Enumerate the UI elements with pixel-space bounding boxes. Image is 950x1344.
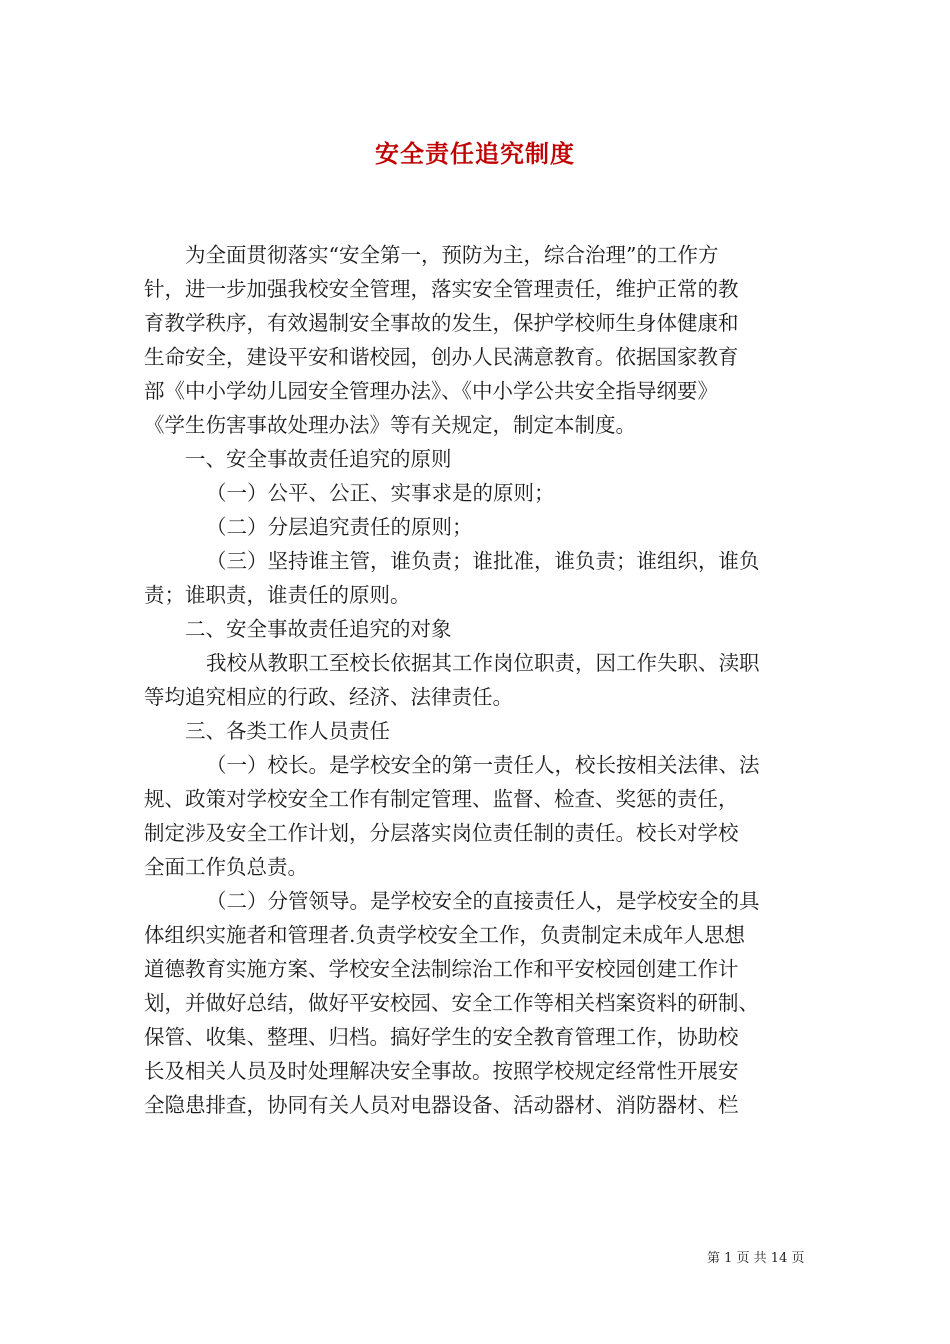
body-line: 保管、收集、整理、归档。搞好学生的安全教育管理工作，协助校 <box>144 1025 739 1049</box>
section-heading: 三、各类工作人员责任 <box>185 719 390 743</box>
body-line: 针，进一步加强我校安全管理，落实安全管理责任，维护正常的教 <box>144 277 739 301</box>
body-line: 制定涉及安全工作计划，分层落实岗位责任制的责任。校长对学校 <box>144 821 739 845</box>
body-line: 部《中小学幼儿园安全管理办法》、《中小学公共安全指导纲要》 <box>144 379 718 403</box>
body-line: 我校从教职工至校长依据其工作岗位职责，因工作失职、渎职 <box>206 651 760 675</box>
section-heading: 二、安全事故责任追究的对象 <box>185 617 452 641</box>
body-line: （三）坚持谁主管，谁负责；谁批准，谁负责；谁组织，谁负 <box>206 549 760 573</box>
body-line: 责；谁职责，谁责任的原则。 <box>144 583 411 607</box>
document-body <box>144 238 804 1122</box>
body-line: 划，并做好总结，做好平安校园、安全工作等相关档案资料的研制、 <box>144 991 759 1015</box>
body-line: 全面工作负总责。 <box>144 855 308 879</box>
body-line: 等均追究相应的行政、经济、法律责任。 <box>144 685 513 709</box>
body-line: 育教学秩序，有效遏制安全事故的发生，保护学校师生身体健康和 <box>144 311 739 335</box>
body-line: 生命安全，建设平安和谐校园，创办人民满意教育。依据国家教育 <box>144 345 739 369</box>
body-line: 道德教育实施方案、学校安全法制综治工作和平安校园创建工作计 <box>144 957 739 981</box>
body-line: （一）校长。是学校安全的第一责任人，校长按相关法律、法 <box>206 753 760 777</box>
body-line: 《学生伤害事故处理办法》等有关规定，制定本制度。 <box>144 413 636 437</box>
body-line: 体组织实施者和管理者.负责学校安全工作，负责制定未成年人思想 <box>144 923 746 947</box>
section-heading: 一、安全事故责任追究的原则 <box>185 447 452 471</box>
page-number: 第 1 页 共 14 页 <box>707 1251 805 1266</box>
body-line: 长及相关人员及时处理解决安全事故。按照学校规定经常性开展安 <box>144 1059 739 1083</box>
body-line: （一）公平、公正、实事求是的原则； <box>206 481 555 505</box>
document-title: 安全责任追究制度 <box>375 140 575 168</box>
body-line: （二）分层追究责任的原则； <box>206 515 473 539</box>
body-line: 为全面贯彻落实“安全第一，预防为主，综合治理”的工作方 <box>185 243 719 267</box>
body-line: （二）分管领导。是学校安全的直接责任人，是学校安全的具 <box>206 889 760 913</box>
body-line: 全隐患排查，协同有关人员对电器设备、活动器材、消防器材、栏 <box>144 1093 739 1117</box>
body-line: 规、政策对学校安全工作有制定管理、监督、检查、奖惩的责任， <box>144 787 739 811</box>
